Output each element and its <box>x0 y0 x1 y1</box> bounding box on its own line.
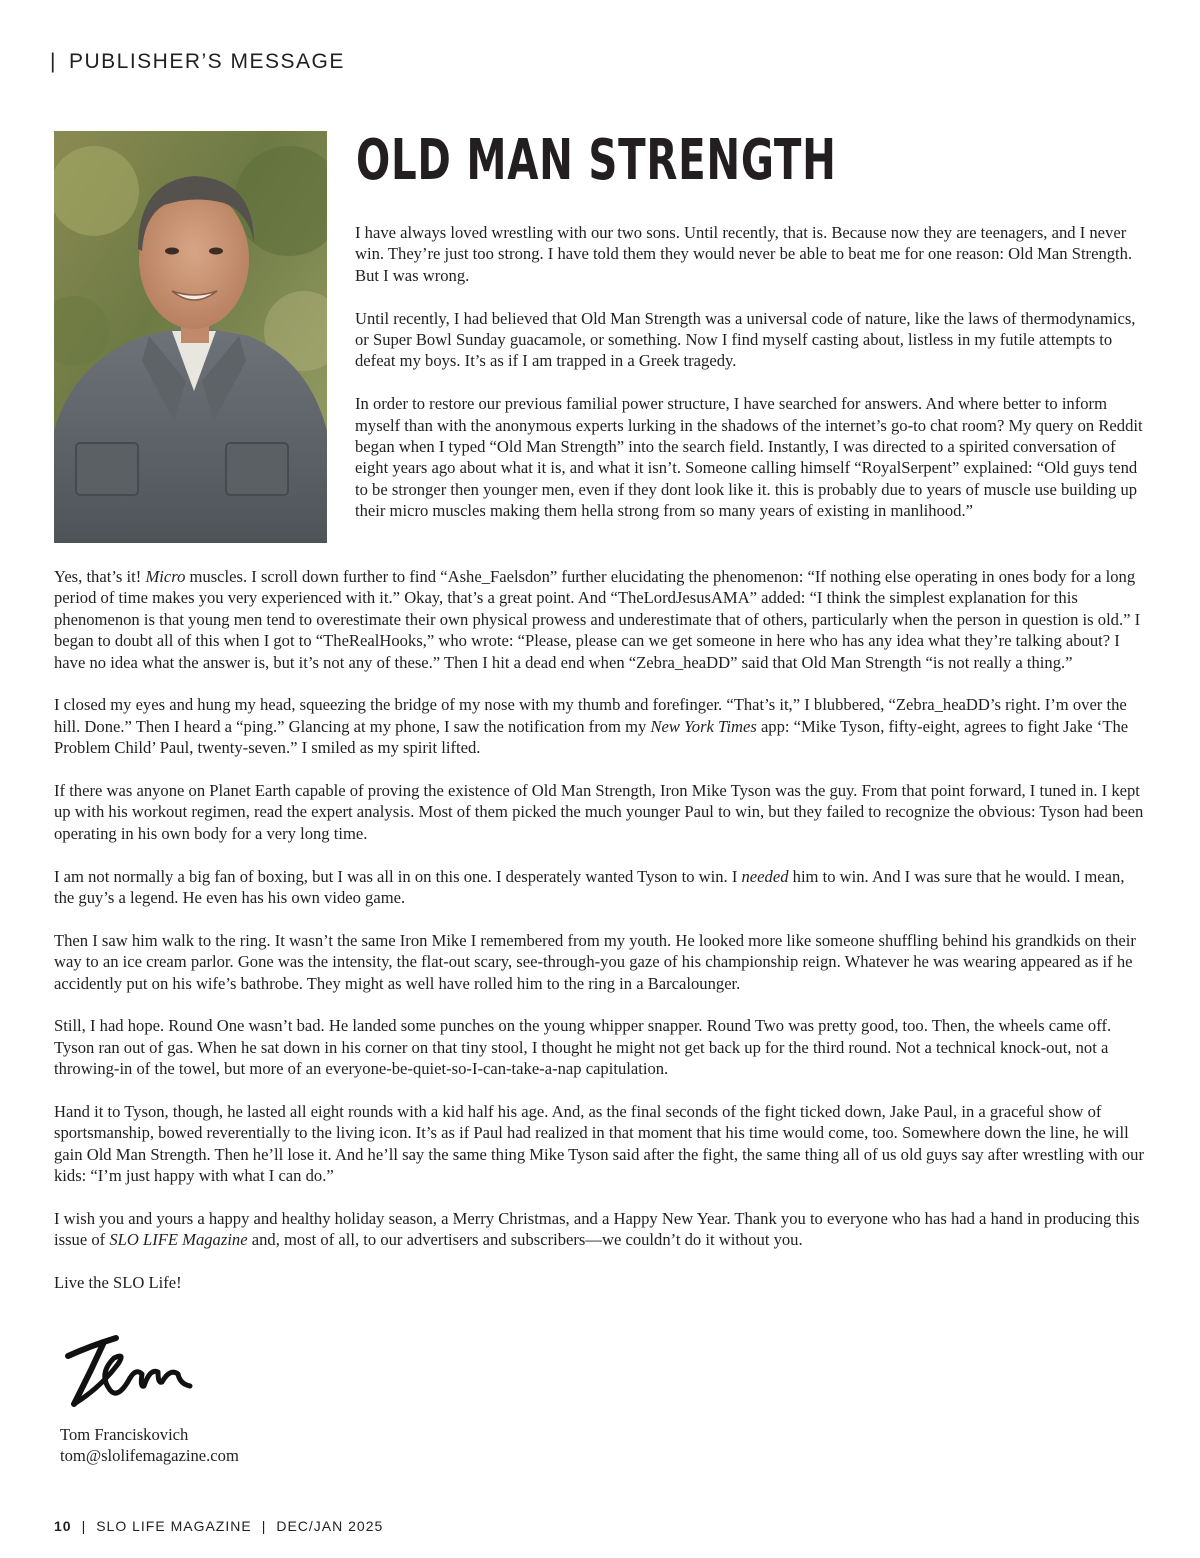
article-title: OLD MAN STRENGTH <box>356 128 837 193</box>
issue-date: DEC/JAN 2025 <box>276 1518 384 1534</box>
paragraph-1: I have always loved wrestling with our two sons. Until recently, that is. Because now they are teenagers, and I never win. They’re just too strong. I have told them they would never be able to beat me for one reason: Old Man Strength. But I was wrong. <box>355 223 1133 285</box>
page-number: 10 <box>54 1518 72 1534</box>
paragraph-10: Hand it to Tyson, though, he lasted all eight rounds with a kid half his age. And, as the final seconds of the fight ticked down, Jake Paul, in a graceful show of sportsmanship, bowed reverentially to the living icon. It’s as if Paul had realized in that moment that his time would come, too. Somewhere down the line, he will gain Old Man Strength. Then he’ll lose it. And he’ll say the same thing Mike Tyson said after the fight, the same thing all of us old guys say after wrestling with our kids: “I’m just happy with what I can do.” <box>54 1102 1144 1186</box>
paragraph-5: I closed my eyes and hung my head, squeezing the bridge of my nose with my thumb and forefinger. “That’s it,” I blubbered, “Zebra_heaDD’s right. I’m over the hill. Done.” Then I heard a “ping.” Glancing at my phone, I saw the notification from my New York Times app: “Mike Tyson, fifty-eight, agrees to fight Jake ‘The Problem Child’ Paul, twenty-seven.” I smiled as my spirit lifted. <box>54 695 1129 758</box>
closing-line: Live the SLO Life! <box>54 1273 182 1293</box>
section-title: PUBLISHER’S MESSAGE <box>68 50 345 73</box>
paragraph-3: In order to restore our previous familial power structure, I have searched for answers. And where better to inform myself than with the anonymous experts lurking in the shadows of the internet’s go-to chat room? My query on Reddit began when I typed “Old Man Strength” into the search field. Instantly, I was directed to a spirited conversation of eight years ago about what it is, and what it isn’t. Someone calling himself “RoyalSerpent” explained: “Old guys tend to be stronger then younger men, even if they dont look like it. this is probably due to years of muscle use building up their micro muscles making them hella strong from so many years of existing in manlihood.” <box>355 394 1143 521</box>
paragraph-8: Then I saw him walk to the ring. It wasn’t the same Iron Mike I remembered from my youth. He looked more like someone shuffling behind his grandkids on their way to an ice cream parlor. Gone was the intensity, the flat-out scary, see-through-you gaze of his championship reign. Whatever he was wearing appeared as if he accidently put on his wife’s bathrobe. They might as well have rolled him to the ring in a Barcalounger. <box>54 930 1136 993</box>
paragraph-4: Yes, that’s it! Micro muscles. I scroll down further to find “Ashe_Faelsdon” further elucidating the phenomenon: “If nothing else operating in ones body for a long period of time makes you very experienced with it.” Okay, that’s a great point. And “TheLordJesusAMA” added: “I think the simplest explanation for this phenomenon is that young men tend to overestimate their own physical prowess and underestimate that of others, particularly when the person in question is old.” I began to doubt all of this when I got to “TheRealHooks,” who wrote: “Please, please can we get someone in here who has any idea what they’re talking about? I have no idea what the answer is, but it’s not any of these.” Then I hit a dead end when “Zebra_heaDD” said that Old Man Strength “is not really a thing.” <box>54 567 1141 672</box>
section-label <box>50 50 345 74</box>
author-photo <box>54 131 327 543</box>
footer-separator-2: | <box>261 1518 267 1534</box>
handwritten-signature <box>60 1328 200 1420</box>
main-column <box>54 566 1148 1315</box>
paragraph-11: I wish you and yours a happy and healthy holiday season, a Merry Christmas, and a Happy New Year. Thank you to everyone who has had a hand in producing this issue of SLO LIFE Magazine and, most of all, to our advertisers and subscribers—we couldn’t do it without you. <box>54 1209 1140 1250</box>
footer-separator-1: | <box>81 1518 87 1534</box>
section-divider: | <box>50 50 57 73</box>
paragraph-6: If there was anyone on Planet Earth capable of proving the existence of Old Man Strength, Iron Mike Tyson was the guy. From that point forward, I tuned in. I kept up with his workout regimen, read the expert analysis. Most of them picked the much younger Paul to win, but they failed to recognize the obvious: Tyson had been operating in his own body for a very long time. <box>54 781 1144 843</box>
author-email: tom@slolifemagazine.com <box>60 1446 239 1466</box>
paragraph-2: Until recently, I had believed that Old Man Strength was a universal code of nature, like the laws of thermodynamics, or Super Bowl Sunday guacamole, or something. Now I find myself casting about, listless in my futile attempts to defeat my boys. It’s as if I am trapped in a Greek tragedy. <box>355 308 1136 371</box>
paragraph-9: Still, I had hope. Round One wasn’t bad. He landed some punches on the young whipper snapper. Round Two was pretty good, too. Then, the wheels came off. Tyson ran out of gas. When he sat down in his corner on that tiny stool, I thought he might not get back up for the third round. Not a technical knock-out, not a throwing-in of the towel, but more of an everyone-be-quiet-so-I-can-take-a-nap capitulation. <box>54 1016 1112 1079</box>
intro-column <box>355 222 1145 543</box>
paragraph-7: I am not normally a big fan of boxing, but I was all in on this one. I desperately wanted Tyson to win. I needed him to win. And I was sure that he would. I mean, the guy’s a legend. He even has his own video game. <box>54 866 1125 908</box>
author-name: Tom Franciskovich <box>60 1425 189 1444</box>
signature-block <box>60 1424 239 1467</box>
page-footer <box>54 1518 383 1534</box>
publication-name: SLO LIFE MAGAZINE <box>96 1518 252 1534</box>
